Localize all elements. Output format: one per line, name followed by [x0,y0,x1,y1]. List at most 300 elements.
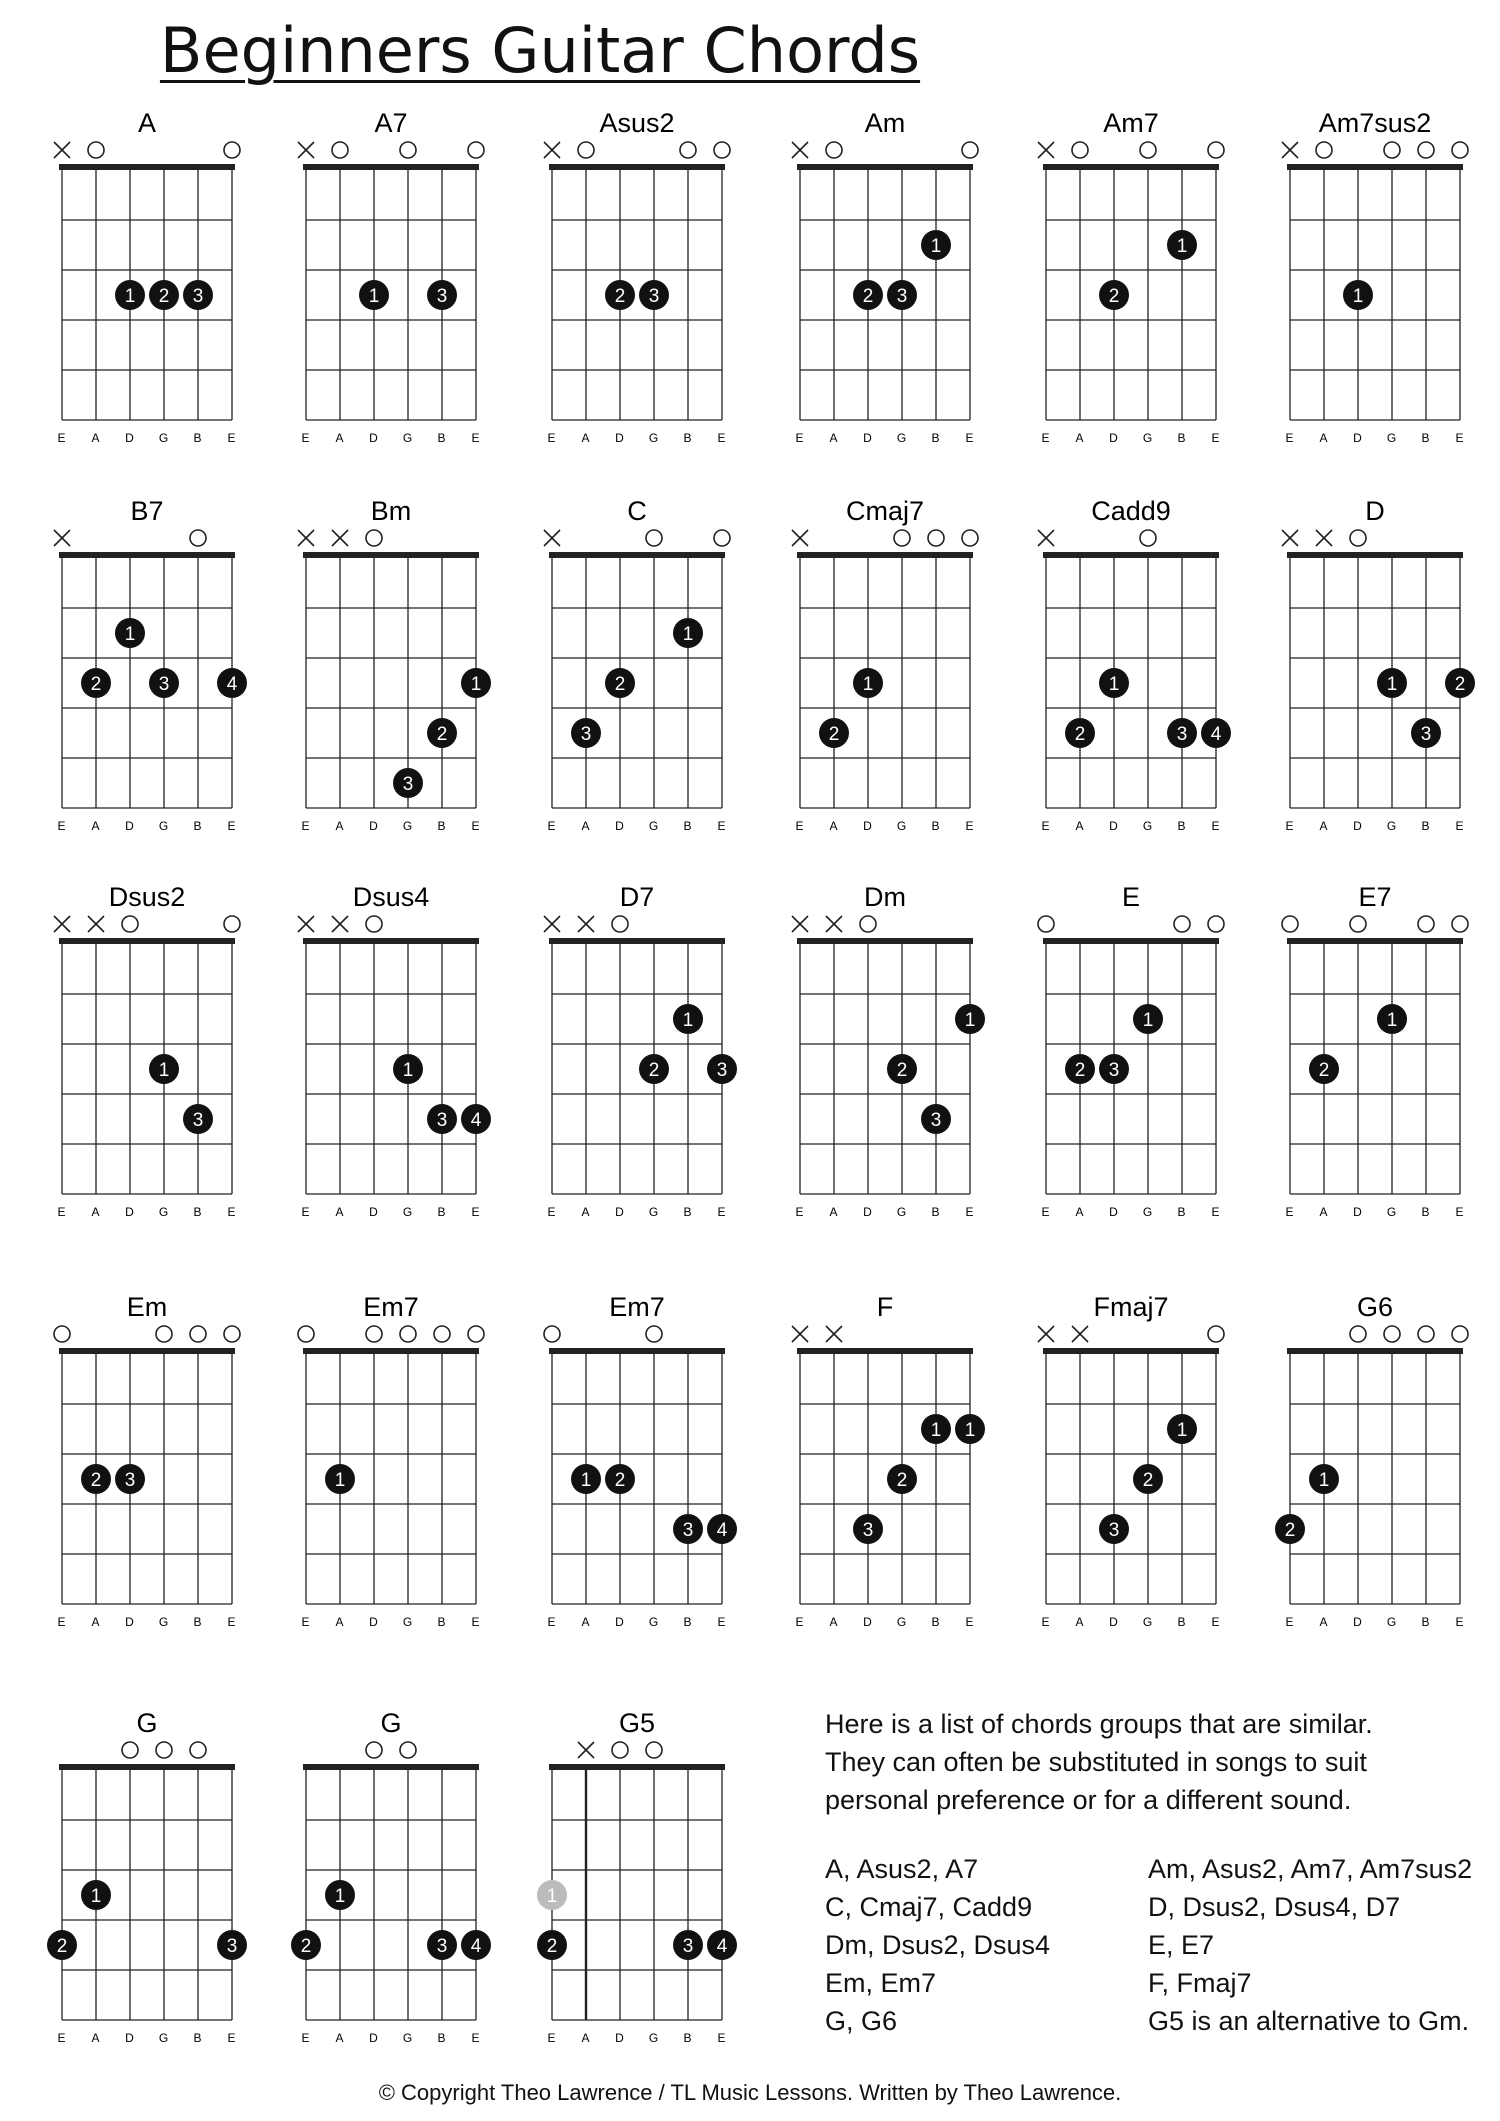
string-name: B [931,431,941,445]
muted-string-mark [1072,1326,1088,1342]
string-name: E [1041,819,1051,833]
muted-string-mark [298,142,314,158]
string-name: D [125,1615,135,1629]
string-name: A [335,819,345,833]
open-string-mark [1038,916,1054,932]
nut [59,938,235,944]
finger-number: 1 [546,1886,558,1907]
muted-string-mark [54,916,70,932]
chord-name: Fmaj7 [1093,1292,1169,1322]
string-name: E [301,1205,311,1219]
string-name: E [965,1615,975,1629]
string-name: A [91,819,101,833]
chord-name: B7 [130,496,164,526]
finger-number: 3 [226,1936,238,1957]
nut [1287,1348,1463,1354]
open-string-mark [544,1326,560,1342]
string-name: B [931,1615,941,1629]
group-left: G, G6 [825,2006,898,2036]
finger-number: 3 [436,1936,448,1957]
open-string-mark [1452,1326,1468,1342]
string-name: D [615,819,625,833]
string-name: E [1041,1615,1051,1629]
open-string-mark [1452,142,1468,158]
open-string-mark [400,1326,416,1342]
string-name: G [896,1205,908,1219]
string-name: G [402,1615,414,1629]
group-right: Am, Asus2, Am7, Am7sus2 [1148,1854,1473,1884]
muted-string-mark [792,916,808,932]
open-string-mark [1174,916,1190,932]
chord-name: G [380,1708,402,1738]
finger-number: 1 [1142,1010,1154,1031]
open-string-mark [1282,916,1298,932]
string-name: G [648,1205,660,1219]
string-name: D [1109,1615,1119,1629]
chord-name: G [136,1708,158,1738]
string-name: E [1041,431,1051,445]
finger-number: 4 [716,1520,728,1541]
finger-number: 1 [580,1470,592,1491]
finger-number: 1 [964,1010,976,1031]
string-name: E [1455,431,1465,445]
string-name: E [1455,819,1465,833]
string-name: E [227,819,237,833]
finger-number: 3 [716,1060,728,1081]
finger-number: 3 [192,1110,204,1131]
open-string-mark [224,142,240,158]
string-name: E [301,1615,311,1629]
open-string-mark [156,1742,172,1758]
finger-number: 2 [828,724,840,745]
finger-number: 1 [334,1886,346,1907]
finger-number: 1 [862,674,874,695]
string-name: E [57,819,67,833]
open-string-mark [434,1326,450,1342]
string-name: A [1319,431,1329,445]
string-name: E [1285,1615,1295,1629]
finger-number: 2 [546,1936,558,1957]
finger-number: 1 [1318,1470,1330,1491]
finger-number: 2 [1074,1060,1086,1081]
nut [549,938,725,944]
open-string-mark [612,1742,628,1758]
open-string-mark [962,530,978,546]
string-name: D [863,1205,873,1219]
open-string-mark [1418,916,1434,932]
finger-number: 1 [682,624,694,645]
finger-number: 2 [614,674,626,695]
muted-string-mark [792,1326,808,1342]
finger-number: 3 [436,1110,448,1131]
string-name: D [863,431,873,445]
string-name: A [335,1205,345,1219]
chord-name: Bm [370,496,412,526]
open-string-mark [366,916,382,932]
open-string-mark [366,530,382,546]
chord-name: Dm [864,882,906,912]
finger-number: 3 [402,774,414,795]
open-string-mark [1384,142,1400,158]
string-name: E [227,2031,237,2045]
string-name: D [1353,1615,1363,1629]
string-name: A [581,1205,591,1219]
string-name: G [896,819,908,833]
chord-groups [825,1850,1485,2040]
chord-name: A [137,108,157,138]
string-name: A [1075,1205,1085,1219]
muted-string-mark [792,142,808,158]
open-string-mark [400,142,416,158]
muted-string-mark [1282,142,1298,158]
nut [303,938,479,944]
string-name: E [717,2031,727,2045]
muted-string-mark [544,530,560,546]
open-string-mark [680,142,696,158]
chord-name: G5 [618,1708,656,1738]
string-name: B [683,819,693,833]
finger-number: 1 [1108,674,1120,695]
string-name: B [683,1205,693,1219]
string-name: B [683,2031,693,2045]
string-name: B [437,2031,447,2045]
open-string-mark [826,142,842,158]
string-name: B [193,2031,203,2045]
string-name: E [1455,1615,1465,1629]
open-string-mark [88,142,104,158]
group-right: D, Dsus2, Dsus4, D7 [1148,1892,1401,1922]
nut [59,1348,235,1354]
finger-number: 1 [368,286,380,307]
string-name: E [471,819,481,833]
nut [1043,552,1219,558]
chord-name: Em [126,1292,168,1322]
finger-number: 3 [896,286,908,307]
string-name: E [301,431,311,445]
nut [549,552,725,558]
finger-number: 4 [470,1110,482,1131]
muted-string-mark [826,1326,842,1342]
finger-number: 2 [1074,724,1086,745]
string-name: E [795,1615,805,1629]
string-name: D [615,2031,625,2045]
string-name: G [648,1615,660,1629]
string-name: E [547,2031,557,2045]
string-name: E [57,431,67,445]
chord-name: Am7sus2 [1318,108,1432,138]
finger-number: 1 [470,674,482,695]
group-left: C, Cmaj7, Cadd9 [825,1892,1033,1922]
string-name: E [965,1205,975,1219]
finger-number: 3 [1108,1060,1120,1081]
info-line: personal preference or for a different sound. [825,1785,1352,1815]
open-string-mark [646,530,662,546]
string-name: E [227,1205,237,1219]
finger-number: 2 [1284,1520,1296,1541]
string-name: E [301,819,311,833]
string-name: D [1353,1205,1363,1219]
muted-string-mark [826,916,842,932]
string-name: E [717,1205,727,1219]
muted-string-mark [54,142,70,158]
string-name: B [683,431,693,445]
string-name: G [402,2031,414,2045]
string-name: E [471,1205,481,1219]
finger-number: 3 [192,286,204,307]
muted-string-mark [792,530,808,546]
muted-string-mark [1038,142,1054,158]
nut [797,938,973,944]
muted-string-mark [544,916,560,932]
string-name: E [227,431,237,445]
string-name: E [1285,1205,1295,1219]
string-name: A [335,2031,345,2045]
string-name: E [471,431,481,445]
string-name: B [931,1205,941,1219]
nut [1043,164,1219,170]
string-name: G [648,431,660,445]
string-name: E [1211,1615,1221,1629]
string-name: D [1109,819,1119,833]
finger-number: 2 [1454,674,1466,695]
string-name: G [1142,1205,1154,1219]
string-name: G [648,2031,660,2045]
string-name: A [1075,819,1085,833]
string-name: A [581,819,591,833]
copyright: © Copyright Theo Lawrence / TL Music Lessons. Written by Theo Lawrence. [378,2080,1122,2105]
nut [797,1348,973,1354]
string-name: B [193,431,203,445]
muted-string-mark [578,1742,594,1758]
string-name: A [335,1615,345,1629]
string-name: B [1421,431,1431,445]
string-name: A [581,431,591,445]
string-name: G [402,431,414,445]
nut [549,1764,725,1770]
open-string-mark [714,142,730,158]
string-name: E [471,2031,481,2045]
muted-string-mark [298,916,314,932]
string-name: B [1177,819,1187,833]
open-string-mark [298,1326,314,1342]
open-string-mark [366,1742,382,1758]
finger-number: 1 [158,1060,170,1081]
finger-number: 3 [1176,724,1188,745]
string-name: G [1386,431,1398,445]
string-name: A [91,1205,101,1219]
string-name: E [547,819,557,833]
nut [59,552,235,558]
open-string-mark [612,916,628,932]
finger-number: 2 [614,286,626,307]
string-name: E [471,1615,481,1629]
open-string-mark [578,142,594,158]
string-name: G [158,1615,170,1629]
open-string-mark [332,142,348,158]
finger-number: 3 [158,674,170,695]
chord-name: Am7 [1103,108,1159,138]
open-string-mark [646,1742,662,1758]
string-name: A [829,819,839,833]
open-string-mark [122,1742,138,1758]
finger-number: 2 [896,1060,908,1081]
muted-string-mark [332,530,348,546]
string-name: G [896,1615,908,1629]
finger-number: 3 [1420,724,1432,745]
open-string-mark [468,142,484,158]
finger-number: 2 [436,724,448,745]
string-name: A [1319,1615,1329,1629]
string-name: E [1041,1205,1051,1219]
string-name: D [615,1205,625,1219]
finger-number: 3 [682,1936,694,1957]
string-name: A [1319,819,1329,833]
string-name: A [1075,1615,1085,1629]
nut [303,164,479,170]
muted-string-mark [544,142,560,158]
string-name: B [437,1615,447,1629]
string-name: B [193,1615,203,1629]
finger-number: 2 [158,286,170,307]
muted-string-mark [54,530,70,546]
nut [303,1348,479,1354]
string-name: B [1177,1205,1187,1219]
open-string-mark [54,1326,70,1342]
finger-number: 3 [862,1520,874,1541]
string-name: G [1386,1205,1398,1219]
finger-number: 1 [1352,286,1364,307]
finger-number: 1 [90,1886,102,1907]
string-name: E [1455,1205,1465,1219]
nut [59,164,235,170]
string-name: E [795,819,805,833]
chord-name: A7 [374,108,408,138]
string-name: E [795,431,805,445]
string-name: E [547,1615,557,1629]
finger-number: 2 [614,1470,626,1491]
open-string-mark [1208,142,1224,158]
muted-string-mark [1038,1326,1054,1342]
finger-number: 1 [1176,236,1188,257]
string-name: G [1142,431,1154,445]
open-string-mark [962,142,978,158]
string-name: G [1386,819,1398,833]
open-string-mark [190,530,206,546]
string-name: B [193,1205,203,1219]
open-string-mark [1140,530,1156,546]
string-name: A [91,2031,101,2045]
finger-number: 4 [226,674,238,695]
open-string-mark [190,1326,206,1342]
chord-name: Asus2 [599,108,675,138]
muted-string-mark [1038,530,1054,546]
string-name: A [829,431,839,445]
chord-name: E7 [1358,882,1392,912]
string-name: A [581,2031,591,2045]
finger-number: 1 [1176,1420,1188,1441]
chord-name: D7 [619,882,655,912]
chord-name: Em7 [363,1292,419,1322]
open-string-mark [224,1326,240,1342]
finger-number: 1 [124,624,136,645]
chord-name: D [1365,496,1385,526]
chord-name: E [1121,882,1141,912]
group-left: Dm, Dsus2, Dsus4 [825,1930,1051,1960]
finger-number: 2 [90,674,102,695]
open-string-mark [1384,1326,1400,1342]
finger-number: 1 [334,1470,346,1491]
open-string-mark [1140,142,1156,158]
finger-number: 1 [964,1420,976,1441]
open-string-mark [1452,916,1468,932]
string-name: D [369,2031,379,2045]
string-name: G [158,819,170,833]
open-string-mark [1072,142,1088,158]
string-name: D [125,2031,135,2045]
nut [1287,164,1463,170]
string-name: E [57,1615,67,1629]
finger-number: 2 [896,1470,908,1491]
open-string-mark [366,1326,382,1342]
string-name: E [717,819,727,833]
open-string-mark [400,1742,416,1758]
group-left: A, Asus2, A7 [825,1854,979,1884]
string-name: E [795,1205,805,1219]
finger-number: 1 [124,286,136,307]
finger-number: 3 [682,1520,694,1541]
chord-name: Cmaj7 [845,496,925,526]
muted-string-mark [578,916,594,932]
finger-number: 3 [648,286,660,307]
string-name: G [1142,1615,1154,1629]
group-right: F, Fmaj7 [1148,1968,1252,1998]
nut [59,1764,235,1770]
string-name: A [829,1615,839,1629]
string-name: G [648,819,660,833]
string-name: E [547,1205,557,1219]
group-right: G5 is an alternative to Gm. [1148,2006,1470,2036]
string-name: B [437,1205,447,1219]
string-name: D [615,431,625,445]
string-name: B [683,1615,693,1629]
chord-name: Em7 [609,1292,665,1322]
open-string-mark [928,530,944,546]
string-name: E [57,1205,67,1219]
string-name: B [1421,819,1431,833]
finger-number: 2 [1318,1060,1330,1081]
string-name: B [931,819,941,833]
finger-number: 3 [580,724,592,745]
finger-number: 3 [436,286,448,307]
open-string-mark [894,530,910,546]
muted-string-mark [88,916,104,932]
string-name: G [158,431,170,445]
open-string-mark [1350,1326,1366,1342]
string-name: A [581,1615,591,1629]
chord-name: Dsus2 [108,882,186,912]
string-name: G [158,1205,170,1219]
chord-name: Am [864,108,906,138]
string-name: E [717,431,727,445]
open-string-mark [646,1326,662,1342]
open-string-mark [190,1742,206,1758]
string-name: D [125,1205,135,1219]
finger-number: 1 [682,1010,694,1031]
open-string-mark [860,916,876,932]
open-string-mark [1418,142,1434,158]
string-name: A [829,1205,839,1219]
open-string-mark [1208,1326,1224,1342]
